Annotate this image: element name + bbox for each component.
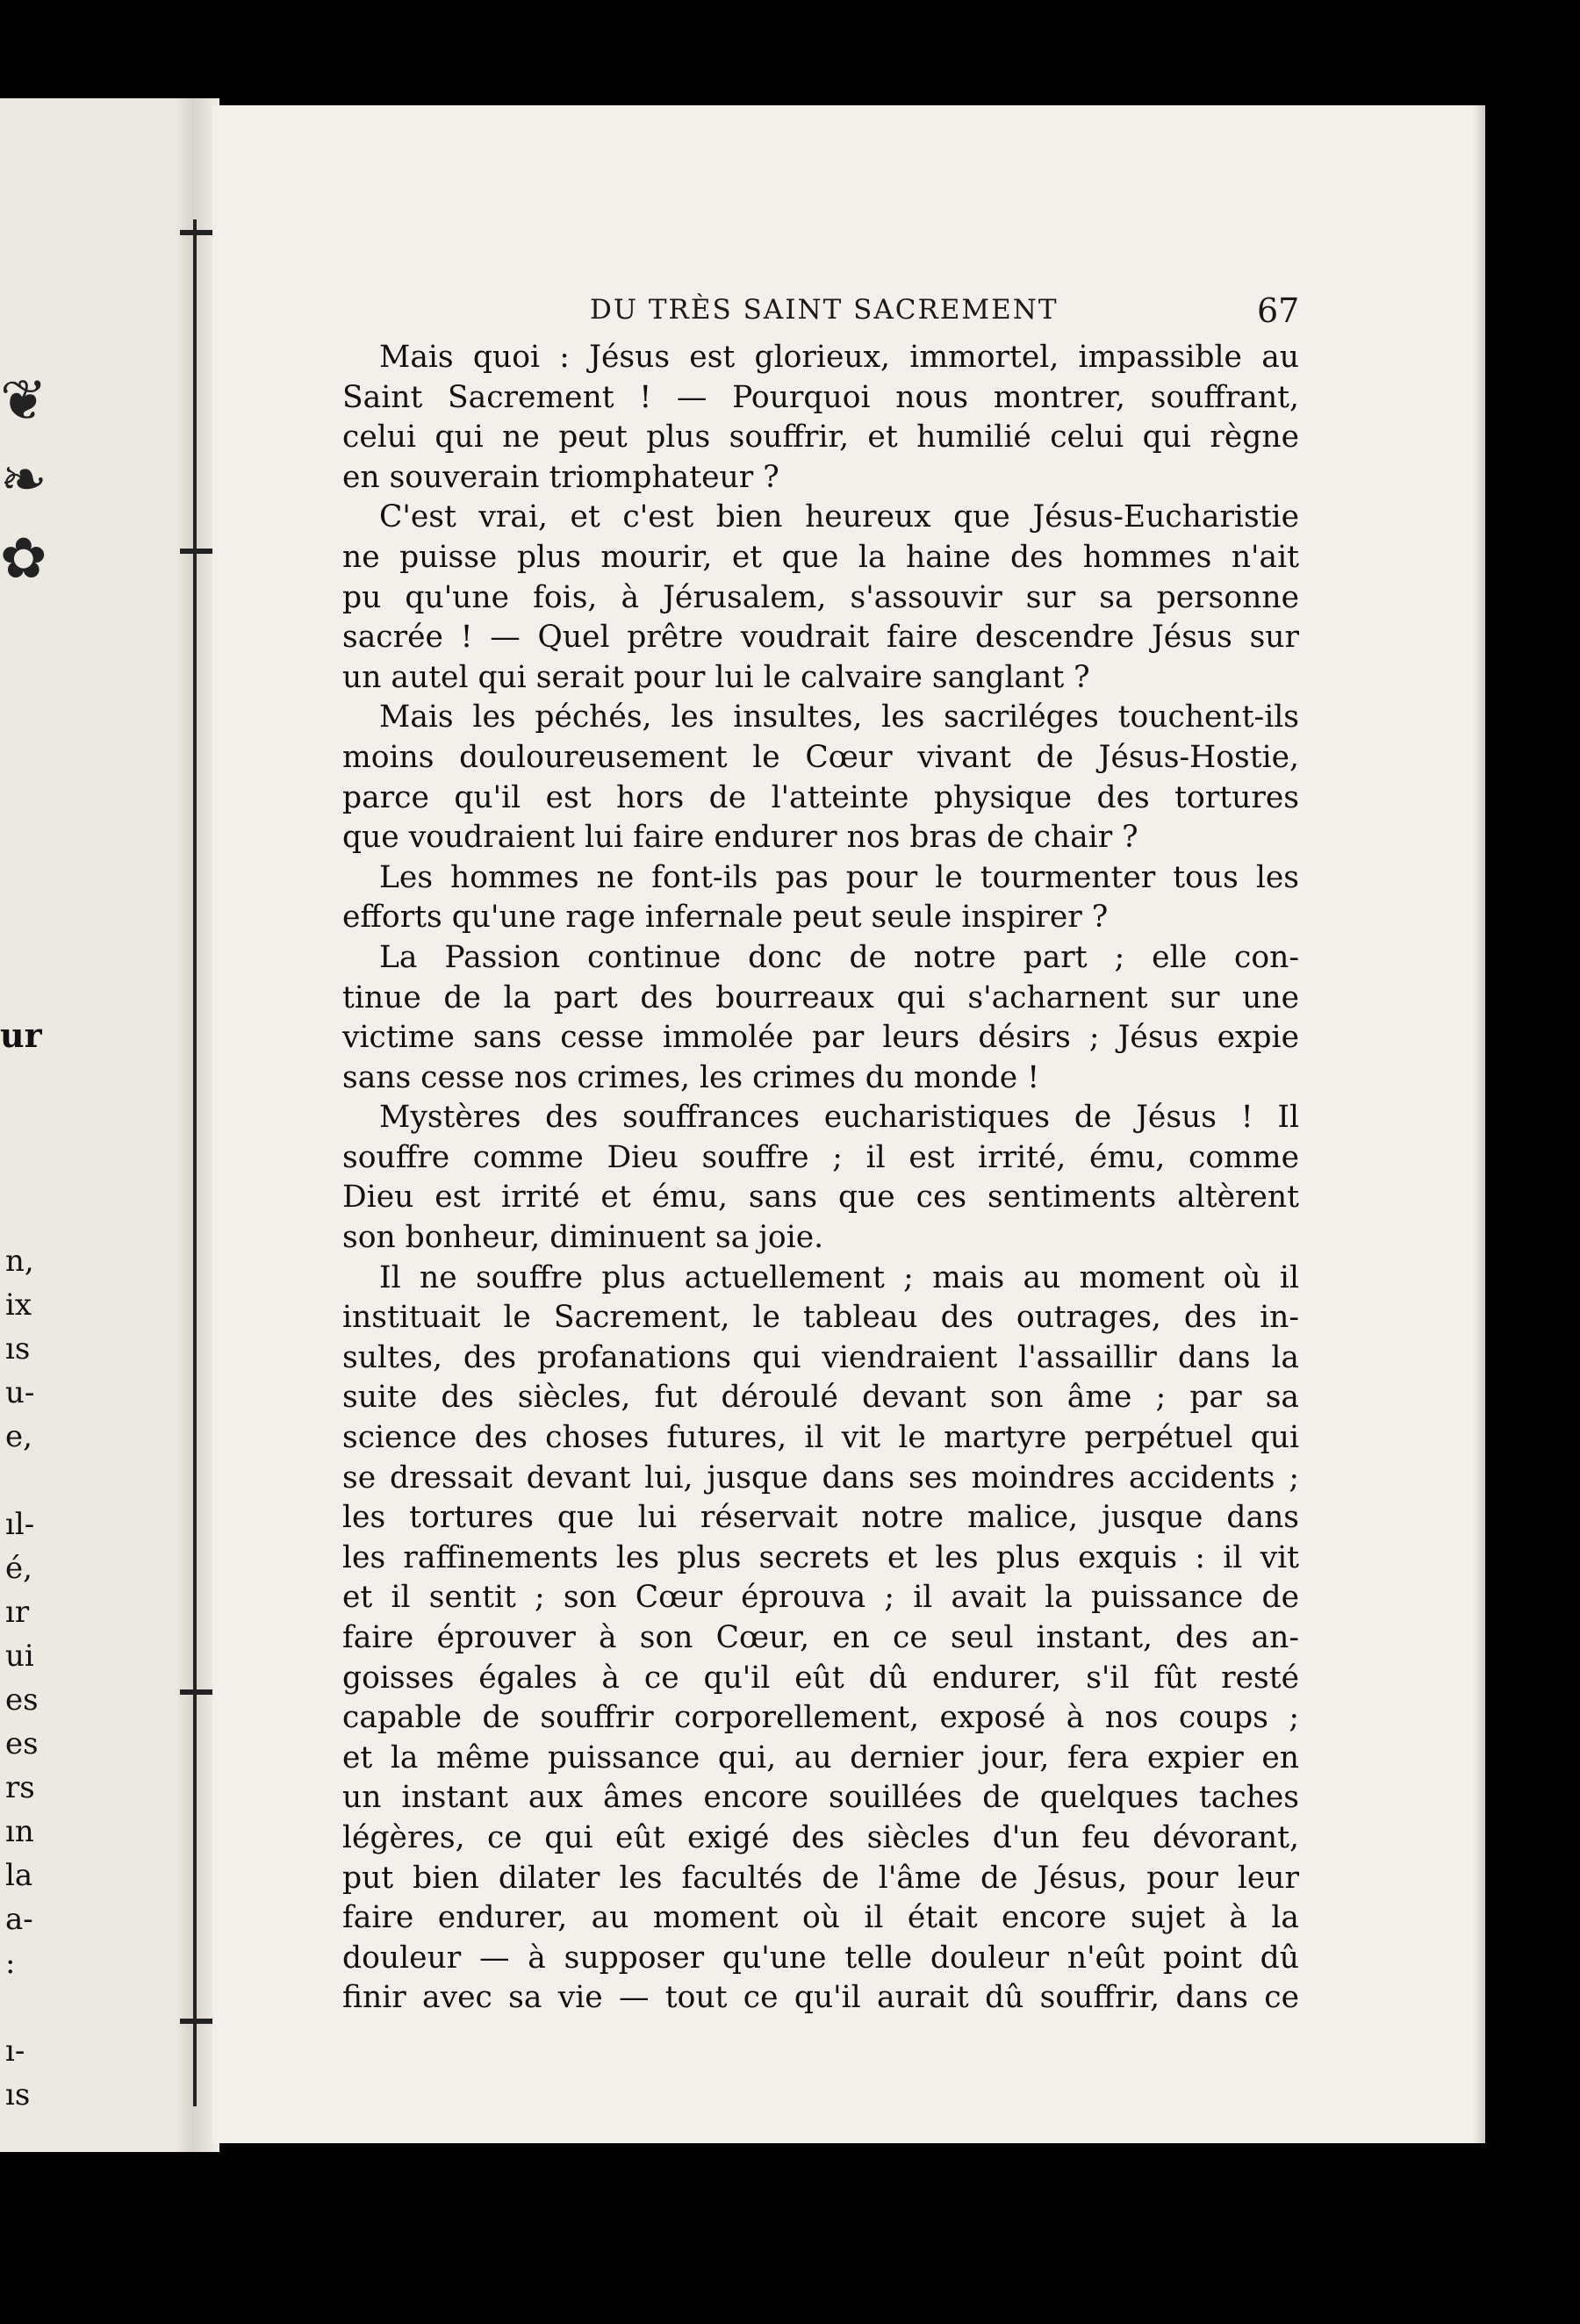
previous-page-line-fragment: u- (5, 1375, 35, 1410)
previous-page-line-fragment: ır (5, 1595, 30, 1630)
text-line: faire endurer, au moment où il était encore sujet à la (342, 1900, 1299, 1936)
previous-page-line-fragment: la (5, 1858, 33, 1893)
previous-page-line-fragment (5, 1459, 39, 1503)
text-line: les raffinements les plus secrets et les plus exquis : il vit (342, 1539, 1299, 1575)
previous-page-line-fragment: ıs (5, 1331, 31, 1366)
previous-page-heading-fragment: ur (0, 1015, 42, 1055)
text-line: son bonheur, diminuent sa joie. (342, 1220, 824, 1256)
text-line: sultes, des profanations qui viendraient l'assaillir dans la (342, 1339, 1299, 1375)
text-line: science des choses futures, il vit le martyre perpétuel qui (342, 1420, 1299, 1456)
text-line: tinue de la part des bourreaux qui s'acharnent sur une (342, 979, 1299, 1015)
previous-page-line-fragment: é, (5, 1551, 32, 1586)
text-line: efforts qu'une rage infernale peut seule inspirer ? (342, 900, 1109, 936)
previous-page-line-fragment: ui (5, 1639, 34, 1674)
page-edge (1473, 105, 1485, 2143)
page-number: 67 (1257, 291, 1300, 330)
page-body-text (342, 338, 1299, 2019)
previous-page-line-fragment: es (5, 1682, 39, 1718)
text-line: les tortures que lui réservait notre malice, jusque dans (342, 1500, 1299, 1536)
text-line: que voudraient lui faire endurer nos bras de chair ? (342, 820, 1138, 856)
previous-page-line-fragment: ıl- (5, 1507, 35, 1542)
text-line: douleur — à supposer qu'une telle douleur n'eût point dû (342, 1940, 1299, 1976)
ornament-icon: ❦ ❧ ✿ (0, 369, 47, 592)
text-line: Saint Sacrement ! — Pourquoi nous montrer, souffrant, (342, 379, 1299, 415)
previous-page-line-fragment: ı- (5, 2034, 25, 2069)
text-line: capable de souffrir corporellement, exposé à nos coups ; (342, 1700, 1299, 1736)
text-line: La Passion continue donc de notre part ; elle con- (379, 939, 1299, 975)
text-line: en souverain triomphateur ? (342, 459, 779, 495)
previous-page-line-fragment: a- (5, 1902, 33, 1937)
text-line: goisses égales à ce qu'il eût dû endurer, s'il fût resté (342, 1660, 1299, 1696)
text-line: Dieu est irrité et ému, sans que ces sentiments altèrent (342, 1180, 1299, 1216)
previous-page-line-fragments (5, 1239, 39, 2117)
text-line: sacrée ! — Quel prêtre voudrait faire descendre Jésus sur (342, 620, 1299, 656)
text-line: parce qu'il est hors de l'atteinte physique des tortures (342, 779, 1299, 815)
text-line: sans cesse nos crimes, les crimes du monde ! (342, 1059, 1040, 1095)
text-line: Il ne souffre plus actuellement ; mais au moment où il (379, 1259, 1299, 1295)
text-line: moins douloureusement le Cœur vivant de Jésus-Hostie, (342, 739, 1299, 775)
text-line: C'est vrai, et c'est bien heureux que Jésus-Eucharistie (379, 499, 1299, 535)
previous-page-fragment (0, 98, 200, 2152)
text-line: se dressait devant lui, jusque dans ses moindres accidents ; (342, 1460, 1299, 1496)
text-line: Mystères des souffrances eucharistiques de Jésus ! Il (379, 1100, 1299, 1136)
text-line: ne puisse plus mourir, et que la haine des hommes n'ait (342, 539, 1299, 575)
text-line: finir avec sa vie — tout ce qu'il aurait dû souffrir, dans ce (342, 1980, 1299, 2016)
binding-thread (193, 219, 197, 2106)
text-line: et la même puissance qui, au dernier jour, fera expier en (342, 1739, 1299, 1775)
text-line: et il sentit ; son Cœur éprouva ; il avait la puissance de (342, 1580, 1299, 1616)
text-line: pu qu'une fois, à Jérusalem, s'assouvir sur sa personne (342, 579, 1299, 615)
text-line: instituait le Sacrement, le tableau des outrages, des in- (342, 1300, 1299, 1336)
text-line: celui qui ne peut plus souffrir, et humilié celui qui règne (342, 420, 1299, 455)
book-page (212, 105, 1485, 2143)
text-line: un autel qui serait pour lui le calvaire sanglant ? (342, 659, 1090, 695)
previous-page-line-fragment: : (5, 1946, 16, 1981)
text-line: Mais quoi : Jésus est glorieux, immortel, impassible au (379, 340, 1299, 375)
text-line: Les hommes ne font-ils pas pour le tourmenter tous les (379, 859, 1299, 895)
previous-page-line-fragment: ıs (5, 2077, 31, 2112)
previous-page-line-fragment: rs (5, 1770, 35, 1805)
previous-page-line-fragment: ın (5, 1814, 34, 1849)
previous-page-line-fragment: e, (5, 1419, 32, 1454)
text-line: suite des siècles, fut déroulé devant son âme ; par sa (342, 1380, 1299, 1416)
text-line: put bien dilater les facultés de l'âme de Jésus, pour leur (342, 1860, 1299, 1896)
text-line: souffre comme Dieu souffre ; il est irrité, ému, comme (342, 1139, 1299, 1175)
text-line: un instant aux âmes encore souillées de quelques taches (342, 1780, 1299, 1816)
text-line: légères, ce qui eût exigé des siècles d'un feu dévorant, (342, 1819, 1299, 1855)
text-line: victime sans cesse immolée par leurs désirs ; Jésus expie (342, 1020, 1299, 1056)
previous-page-line-fragment (5, 1985, 39, 2029)
previous-page-line-fragment: ix (5, 1288, 32, 1323)
text-line: faire éprouver à son Cœur, en ce seul instant, des an- (342, 1620, 1299, 1655)
running-header: DU TRÈS SAINT SACREMENT (590, 294, 1059, 326)
previous-page-line-fragment: es (5, 1726, 39, 1761)
previous-page-line-fragment: n, (5, 1244, 34, 1279)
text-line: Mais les péchés, les insultes, les sacriléges touchent-ils (379, 699, 1299, 735)
